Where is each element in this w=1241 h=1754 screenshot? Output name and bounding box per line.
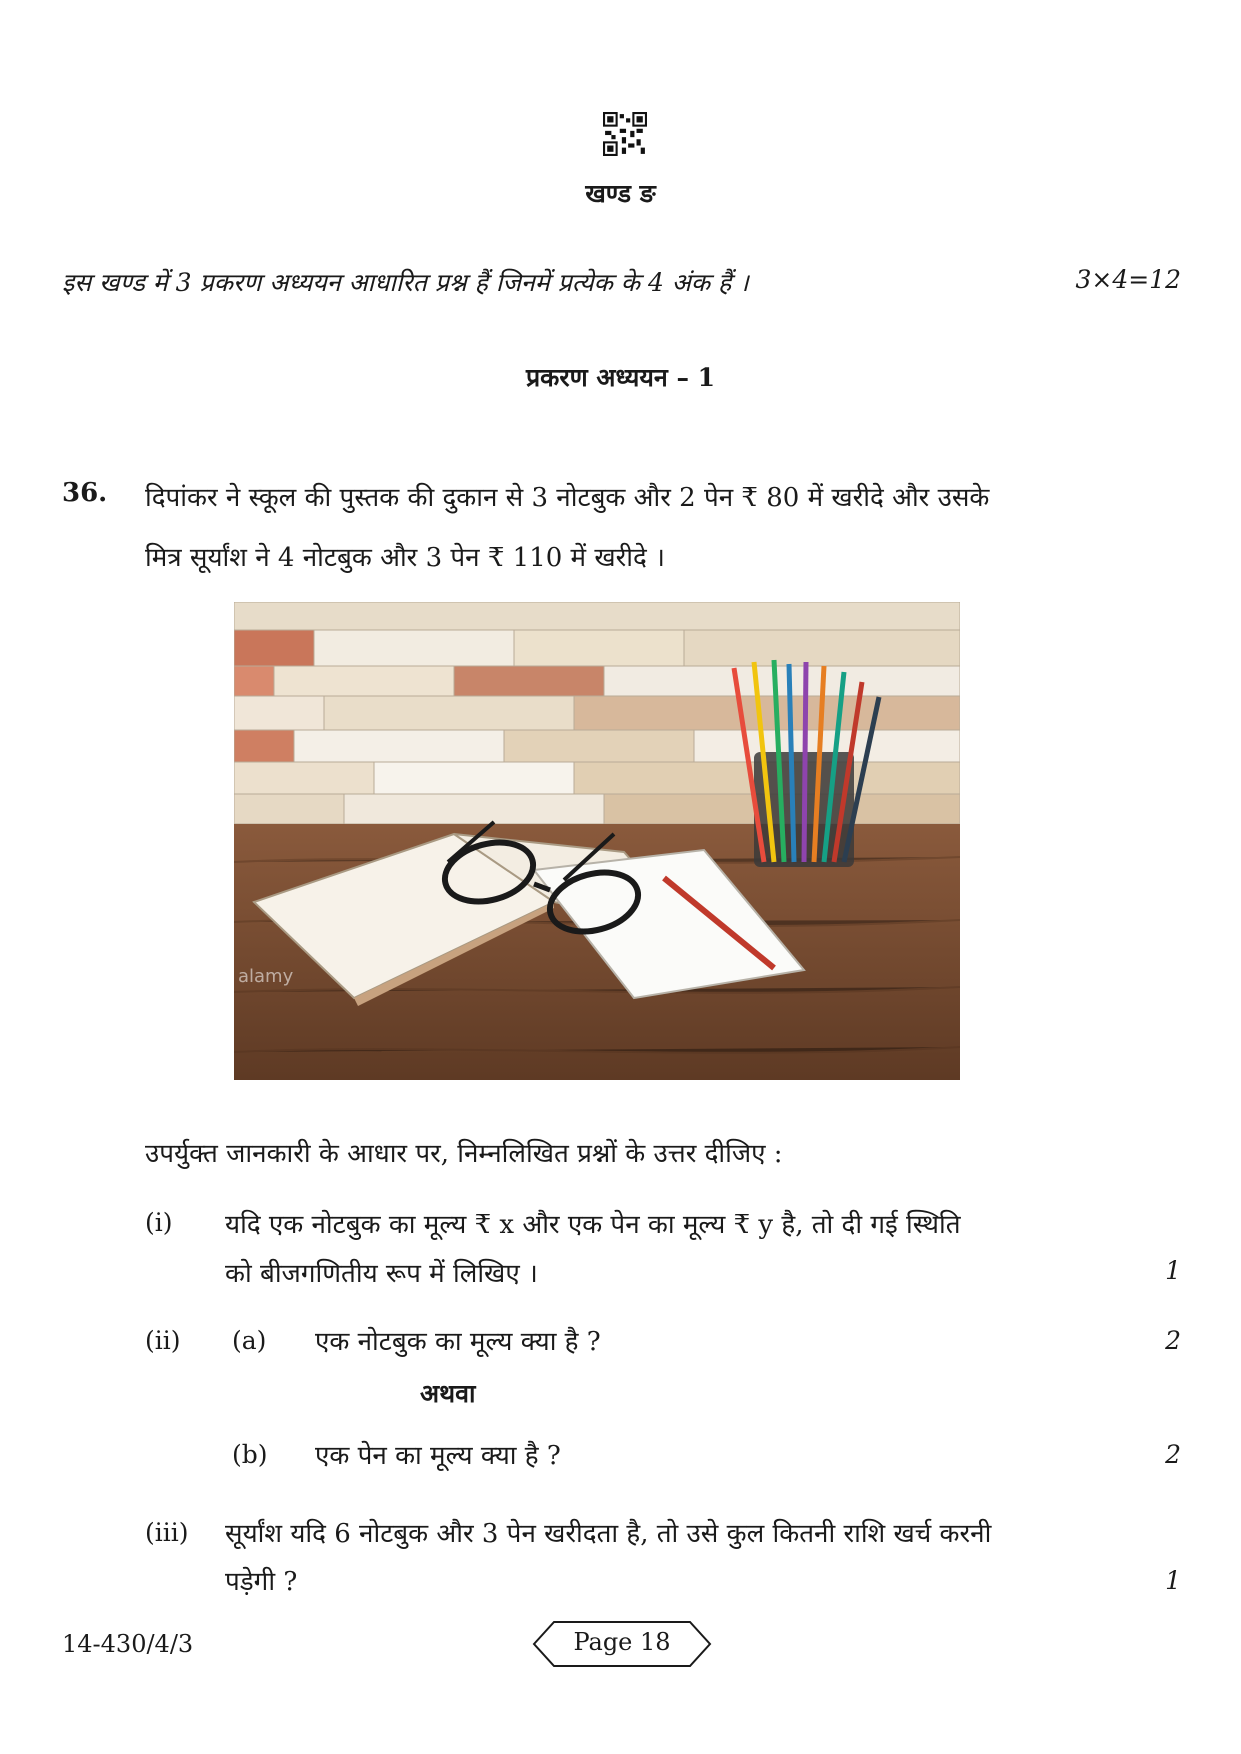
- part-iii-marks: 1: [1165, 1566, 1181, 1595]
- part-ii-a-marks: 2: [1165, 1326, 1181, 1355]
- question-text-line-2: मित्र सूर्यांश ने 4 नोटबुक और 3 पेन ₹ 110 में खरीदे ।: [145, 543, 665, 573]
- paper-code: 14-430/4/3: [62, 1630, 194, 1658]
- page-number: Page 18: [573, 1628, 671, 1656]
- part-iii-text-line-2: पड़ेगी ?: [225, 1567, 298, 1597]
- part-ii-b-text: एक पेन का मूल्य क्या है ?: [315, 1441, 561, 1471]
- section-instruction: इस खण्ड में 3 प्रकरण अध्ययन आधारित प्रश्न हैं जिनमें प्रत्येक के 4 अंक हैं ।: [62, 268, 749, 297]
- part-i-marks: 1: [1165, 1256, 1181, 1285]
- section-marks-total: 3×4=12: [1075, 265, 1181, 294]
- photo-watermark: alamy: [238, 966, 294, 987]
- part-iii-text-line-1: सूर्यांश यदि 6 नोटबुक और 3 पेन खरीदता है, तो उसे कुल कितनी राशि खर्च करनी: [225, 1519, 992, 1549]
- qr-code-icon: [603, 112, 647, 156]
- or-separator: अथवा: [420, 1379, 476, 1408]
- part-i-label: (i): [145, 1208, 173, 1237]
- question-number: 36.: [62, 478, 108, 508]
- case-study-title: प्रकरण अध्ययन – 1: [525, 363, 716, 392]
- section-title: खण्ड ङ: [585, 179, 656, 208]
- part-ii-a-text: एक नोटबुक का मूल्य क्या है ?: [315, 1327, 601, 1357]
- part-ii-label: (ii): [145, 1326, 181, 1355]
- part-ii-a-label: (a): [232, 1326, 267, 1355]
- question-text-line-1: दिपांकर ने स्कूल की पुस्तक की दुकान से 3 नोटबुक और 2 पेन ₹ 80 में खरीदे और उसके: [145, 483, 990, 513]
- part-ii-b-label: (b): [232, 1440, 268, 1469]
- part-iii-label: (iii): [145, 1518, 189, 1547]
- question-prompt: उपर्युक्त जानकारी के आधार पर, निम्नलिखित प्रश्नों के उत्तर दीजिए :: [145, 1139, 783, 1169]
- part-i-text-line-1: यदि एक नोटबुक का मूल्य ₹ x और एक पेन का मूल्य ₹ y है, तो दी गई स्थिति: [225, 1210, 961, 1240]
- books-notebook-glasses-pencils-photo: [234, 602, 960, 1080]
- part-ii-b-marks: 2: [1165, 1440, 1181, 1469]
- part-i-text-line-2: को बीजगणितीय रूप में लिखिए ।: [225, 1259, 538, 1289]
